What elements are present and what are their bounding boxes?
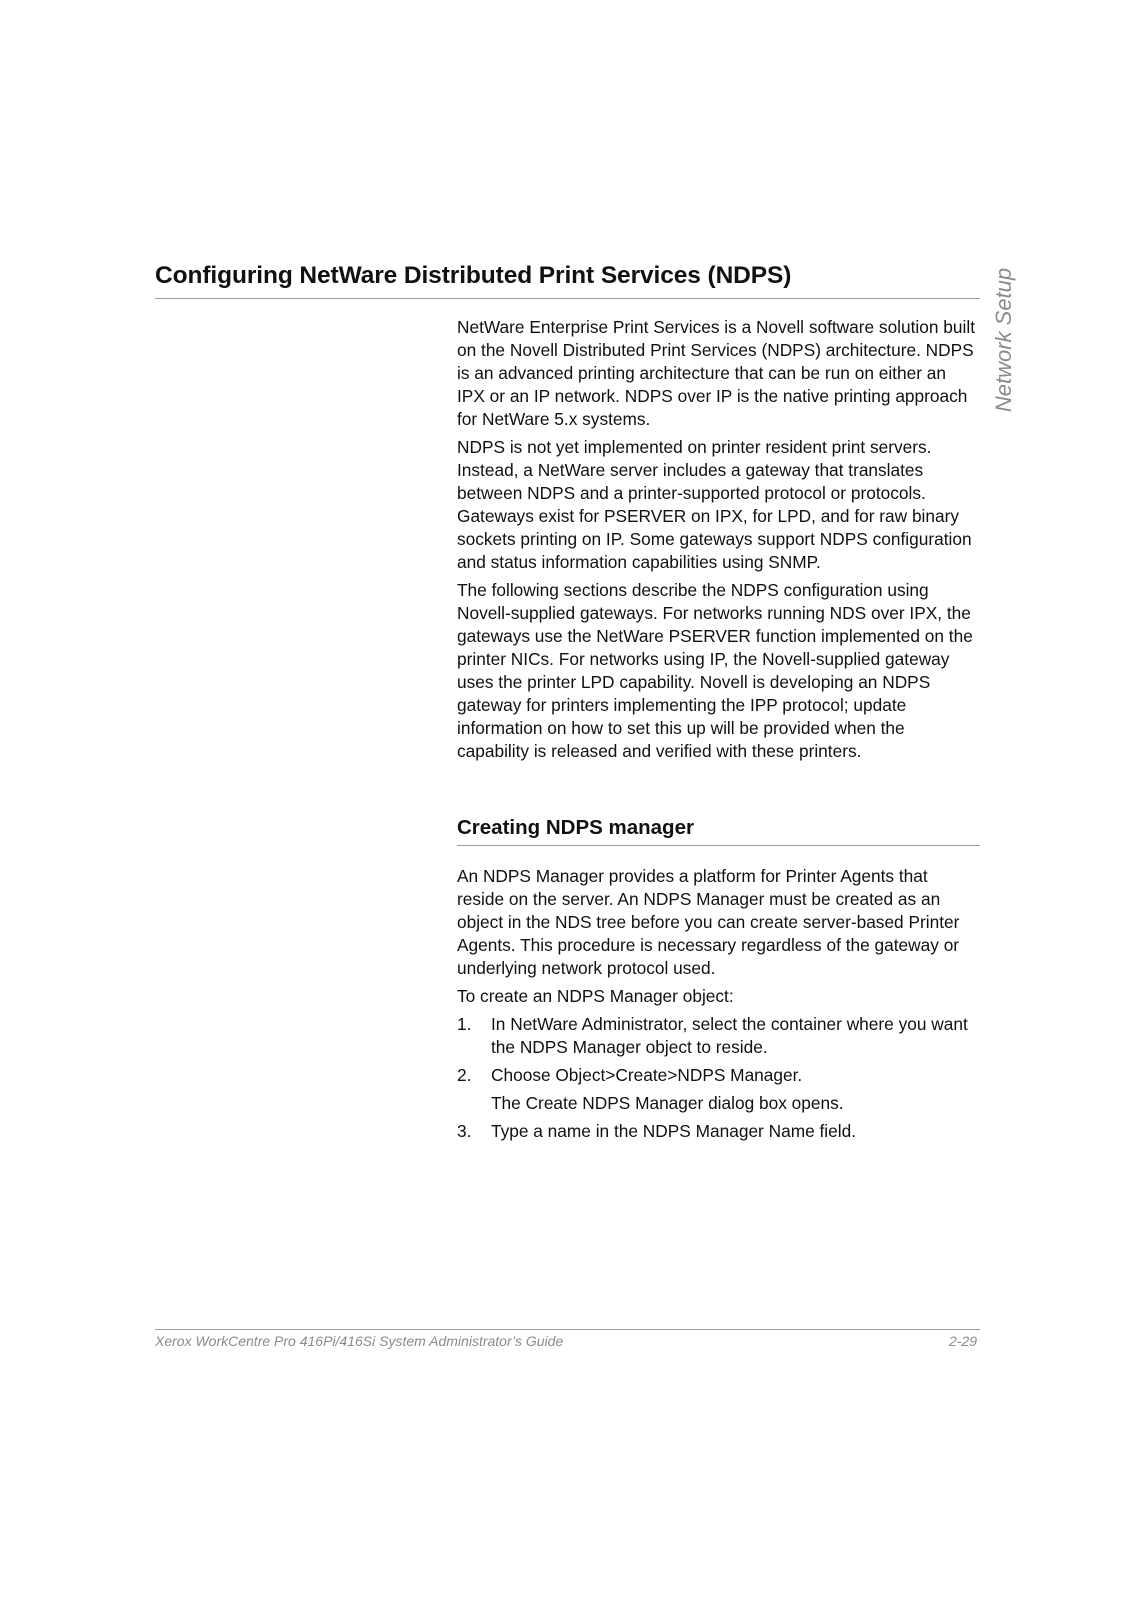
- footer-divider: [155, 1329, 980, 1330]
- step-text: Choose Object>Create>NDPS Manager.: [491, 1065, 803, 1085]
- procedure-step: [457, 1013, 977, 1059]
- footer-page-number: 2-29: [948, 1333, 977, 1349]
- step-number: 3.: [457, 1121, 472, 1141]
- section-side-tab: Network Setup: [991, 267, 1016, 413]
- intro-paragraph: The following sections describe the NDPS configuration using Novell-supplied gateways. For networks running NDS over IPX, the gateways use the NetWare PSERVER function implemented on the printer NICs. For networks using IP, the Novell-supplied gateway uses the printer LPD capability. Novell is developing an NDPS gateway for printers implementing the IPP protocol; update information on how to set this up will be provided when the capability is released and verified with these printers.: [457, 580, 973, 761]
- procedure-step: [457, 1120, 977, 1143]
- intro-text: [457, 316, 977, 768]
- procedure-steps: [457, 1013, 977, 1143]
- section-text: [457, 865, 977, 1148]
- section-heading: Creating NDPS manager: [457, 816, 694, 839]
- step-text: Type a name in the NDPS Manager Name field.: [491, 1121, 857, 1141]
- step-result: The Create NDPS Manager dialog box opens.: [491, 1093, 844, 1113]
- section-paragraph: An NDPS Manager provides a platform for Printer Agents that reside on the server. An NDPS Manager must be created as an object in the NDS tree before you can create server-based Printer Agents. This procedure is necessary regardless of the gateway or underlying network protocol used.: [457, 866, 960, 978]
- page-title: Configuring NetWare Distributed Print Services (NDPS): [155, 262, 792, 289]
- intro-paragraph: NDPS is not yet implemented on printer resident print servers. Instead, a NetWare server includes a gateway that translates between NDPS and a printer-supported protocol or protocols. Gateways exist for PSERVER on IPX, for LPD, and for raw binary sockets printing on IP. Some gateways support NDPS configuration and status information capabilities using SNMP.: [457, 437, 972, 572]
- step-number: 1.: [457, 1014, 472, 1034]
- section-divider: [457, 845, 980, 846]
- procedure-step: [457, 1064, 977, 1115]
- step-text: In NetWare Administrator, select the container where you want the NDPS Manager object to reside.: [491, 1014, 968, 1057]
- intro-paragraph: NetWare Enterprise Print Services is a Novell software solution built on the Novell Distributed Print Services (NDPS) architecture. NDPS is an advanced printing architecture that can be run on either an IPX or an IP network. NDPS over IP is the native printing approach for NetWare 5.x systems.: [457, 317, 975, 429]
- title-divider: [155, 298, 980, 299]
- footer-guide-title: Xerox WorkCentre Pro 416Pi/416Si System Administrator’s Guide: [155, 1333, 564, 1349]
- step-number: 2.: [457, 1065, 472, 1085]
- procedure-lead-in: To create an NDPS Manager object:: [457, 986, 734, 1006]
